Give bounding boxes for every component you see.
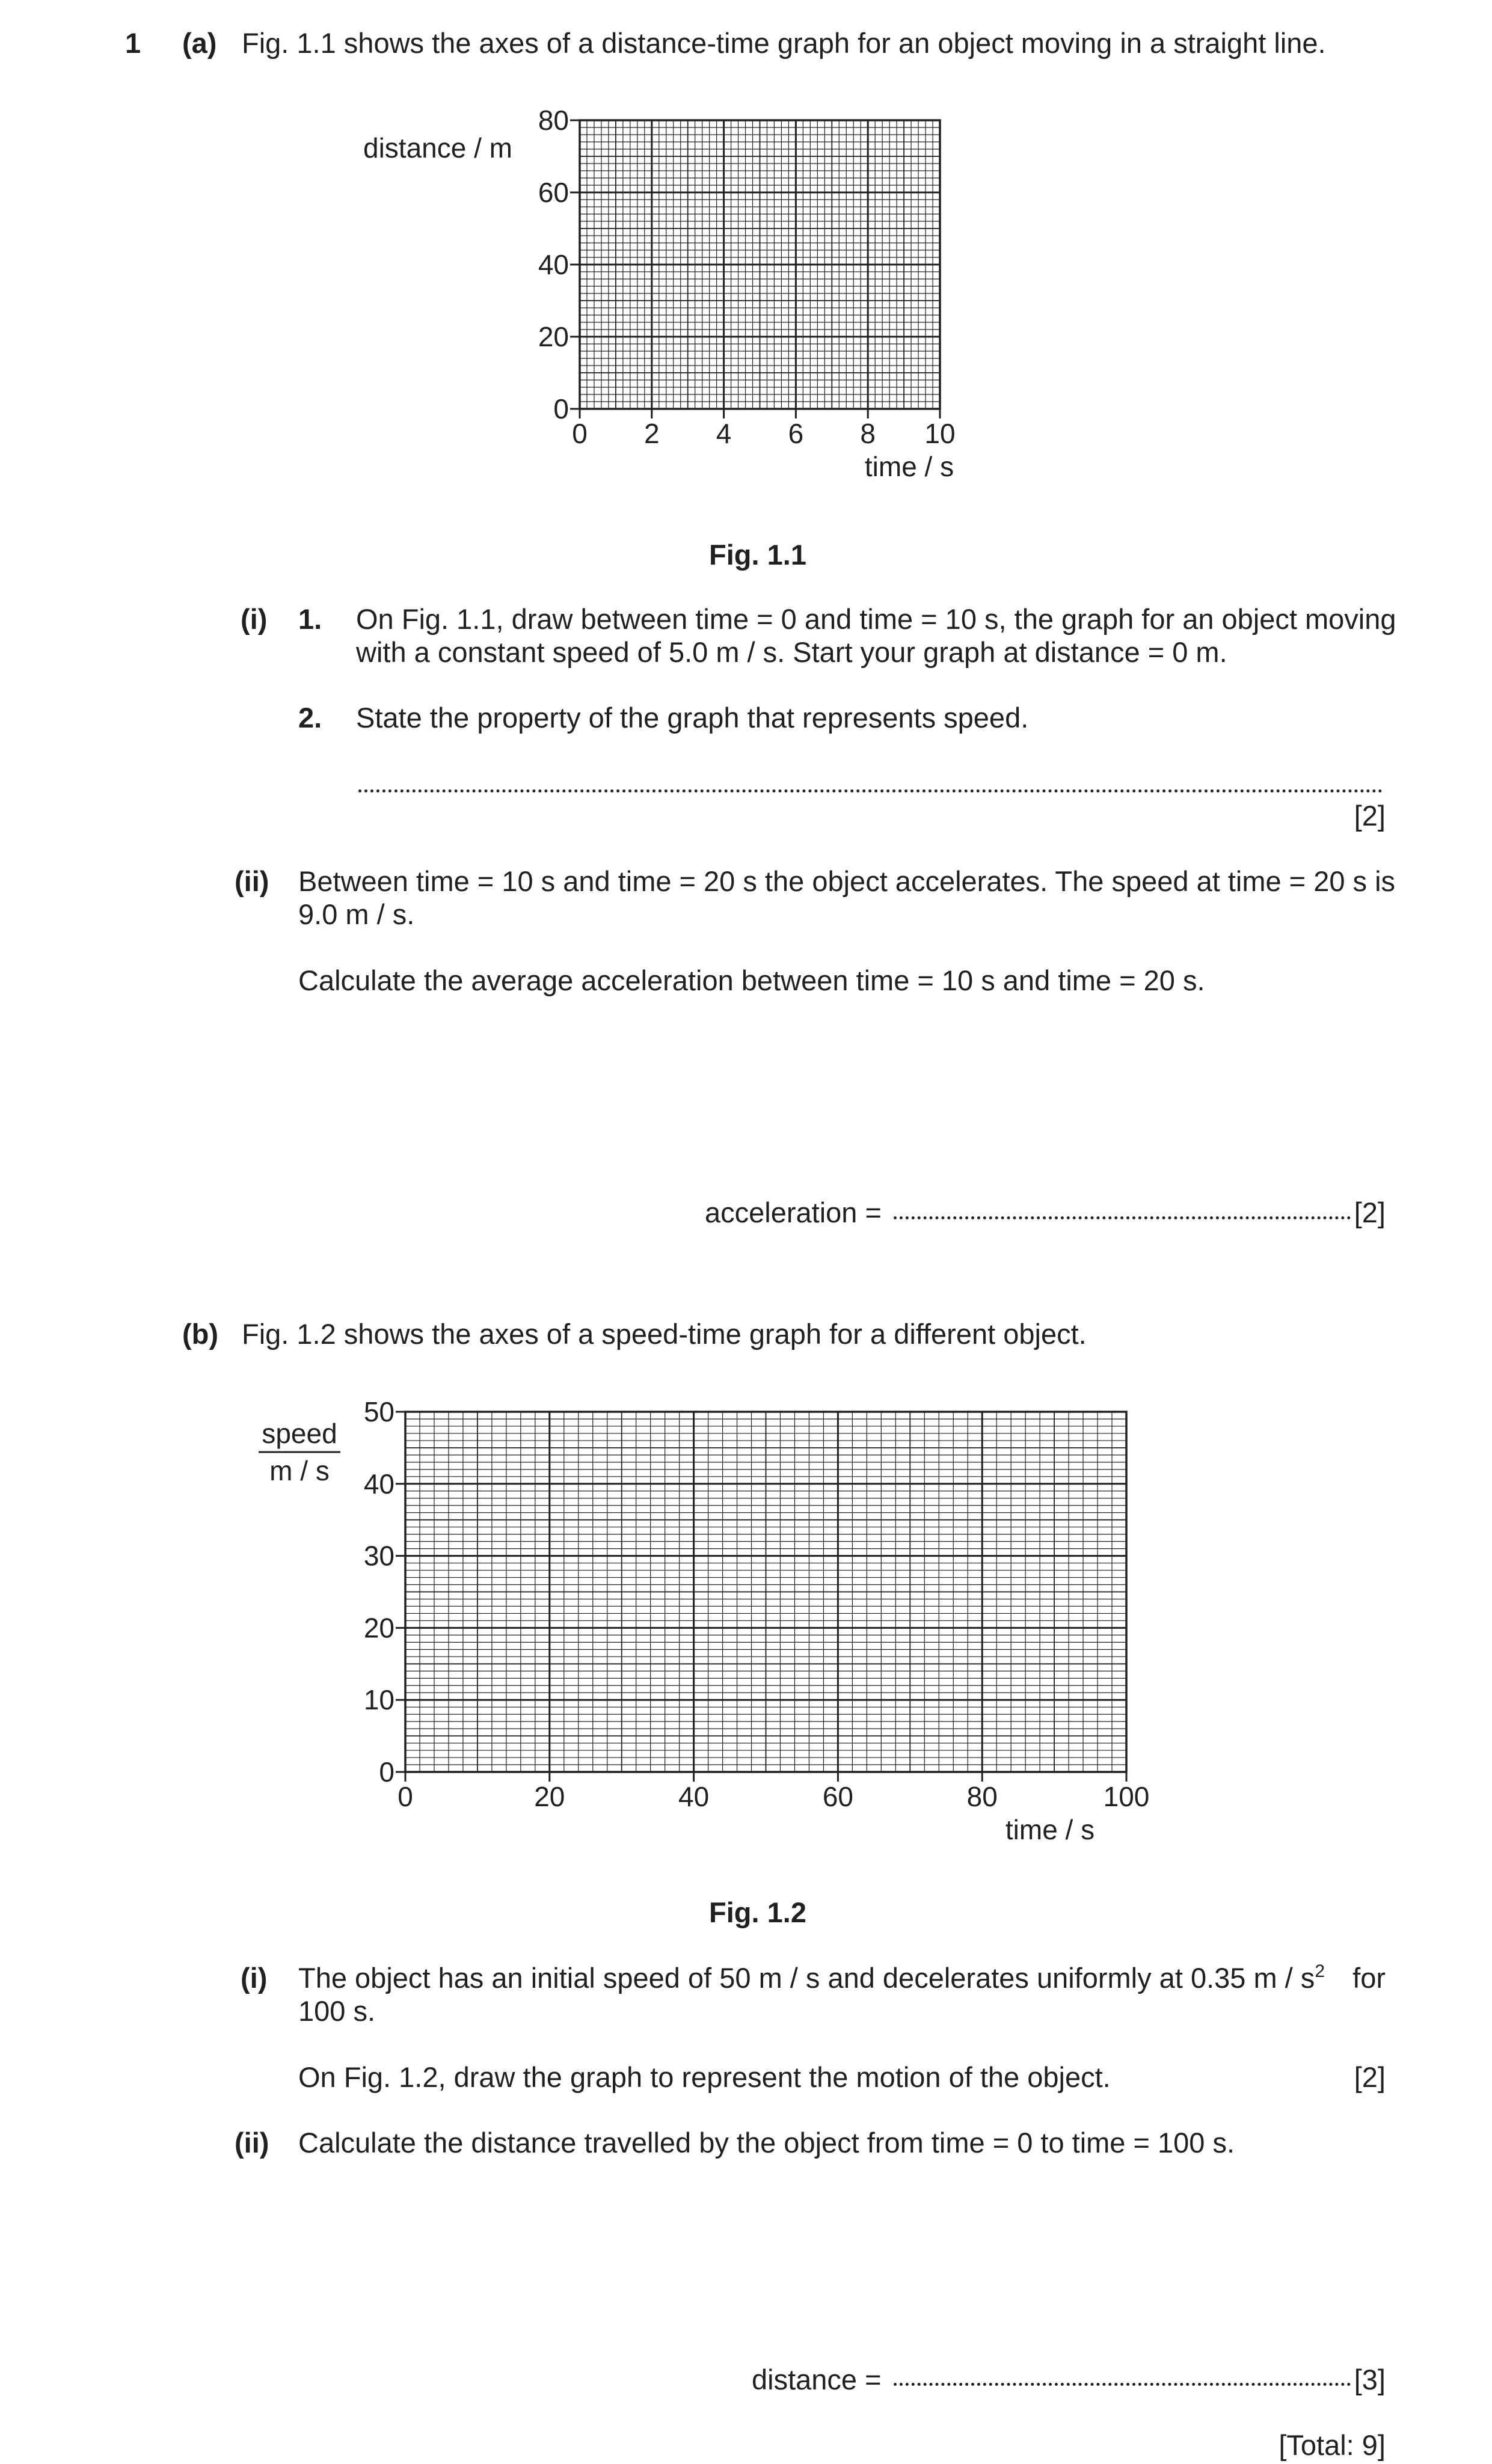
x-tick-label: 8 xyxy=(860,418,876,449)
part-b-intro: Fig. 1.2 shows the axes of a speed-time graph for a different object. xyxy=(242,1318,1087,1350)
y-tick-label: 40 xyxy=(363,1468,394,1500)
fig-1-2-caption: Fig. 1.2 xyxy=(709,1896,806,1928)
part-a-ii-text-line2: 9.0 m / s. xyxy=(298,898,415,930)
part-b-ii-label: (ii) xyxy=(235,2127,269,2159)
part-b-i-text-main: The object has an initial speed of 50 m / s and decelerates uniformly at 0.35 m / $s^2$ xyxy=(298,1961,1325,1994)
part-b-i-text-line1 xyxy=(298,1962,1386,1994)
x-tick-label: 100 xyxy=(1103,1781,1150,1812)
distance-answer-label: distance = xyxy=(752,2364,882,2395)
part-a-i-1-text-line2: with a constant speed of 5.0 m / s. Start your graph at distance = 0 m. xyxy=(356,636,1227,668)
part-a-i-1-label: 1. xyxy=(298,603,322,635)
y-tick-label: 0 xyxy=(553,393,569,424)
y-tick-label: 50 xyxy=(363,1396,394,1427)
x-tick-label: 80 xyxy=(966,1781,998,1812)
part-b-i-marks: [2] xyxy=(1354,2061,1386,2093)
y-axis-label-unit: m / s xyxy=(269,1455,330,1486)
part-a-ii-marks: [2] xyxy=(1354,1197,1386,1228)
acceleration-answer-label: acceleration = xyxy=(705,1197,882,1228)
part-b-i-instruction: On Fig. 1.2, draw the graph to represent the motion of the object. xyxy=(298,2061,1111,2093)
part-b-i-text-line2: 100 s. xyxy=(298,1995,376,2027)
x-tick-label: 0 xyxy=(572,418,588,449)
x-tick-label: 4 xyxy=(716,418,732,449)
y-tick-label: 0 xyxy=(379,1756,394,1788)
x-tick-label: 20 xyxy=(534,1781,565,1812)
part-b-ii-marks: [3] xyxy=(1354,2364,1386,2395)
x-axis-label: time / s xyxy=(1005,1814,1095,1845)
y-tick-label: 20 xyxy=(363,1612,394,1644)
part-a-ii-text-line1: Between time = 10 s and time = 20 s the object accelerates. The speed at time = 20 s is xyxy=(298,865,1396,897)
part-b-i-label: (i) xyxy=(241,1962,268,1994)
part-a-i-1-text-line1: On Fig. 1.1, draw between time = 0 and time = 10 s, the graph for an object moving xyxy=(356,603,1396,635)
fig-1-1-caption: Fig. 1.1 xyxy=(709,539,806,571)
y-tick-label: 20 xyxy=(538,321,569,352)
y-tick-label: 10 xyxy=(363,1684,394,1716)
x-tick-label: 2 xyxy=(644,418,660,449)
y-tick-label: 80 xyxy=(538,105,569,136)
x-tick-label: 10 xyxy=(924,418,956,449)
part-a-i-label: (i) xyxy=(241,603,268,635)
part-b-label: (b) xyxy=(182,1318,219,1350)
x-axis-label: time / s xyxy=(864,451,954,482)
question-number: 1 xyxy=(125,27,141,59)
part-b-i-text-end: for xyxy=(1352,1962,1386,1994)
distance-answer-line[interactable] xyxy=(894,2383,1351,2386)
x-tick-label: 60 xyxy=(822,1781,853,1812)
part-b-ii-text: Calculate the distance travelled by the object from time = 0 to time = 100 s. xyxy=(298,2127,1235,2159)
part-a-i-marks: [2] xyxy=(1354,800,1386,832)
part-a-i-2-text: State the property of the graph that represents speed. xyxy=(356,702,1029,734)
part-a-intro: Fig. 1.1 shows the axes of a distance-time graph for an object moving in a straight line. xyxy=(242,27,1326,59)
part-a-i-2-label: 2. xyxy=(298,702,322,734)
y-tick-label: 40 xyxy=(538,249,569,280)
y-axis-label-quantity: speed xyxy=(262,1418,337,1449)
y-tick-label: 30 xyxy=(363,1540,394,1572)
squared-superscript: 2 xyxy=(1315,1961,1325,1981)
y-tick-label: 60 xyxy=(538,177,569,208)
x-tick-label: 6 xyxy=(788,418,804,449)
part-a-ii-instruction: Calculate the average acceleration between time = 10 s and time = 20 s. xyxy=(298,964,1205,996)
part-a-ii-label: (ii) xyxy=(235,865,269,897)
x-tick-label: 40 xyxy=(678,1781,710,1812)
x-tick-label: 0 xyxy=(398,1781,413,1812)
question-total: [Total: 9] xyxy=(1279,2429,1386,2461)
y-axis-label: distance / m xyxy=(363,132,512,164)
part-a-label: (a) xyxy=(182,27,217,59)
